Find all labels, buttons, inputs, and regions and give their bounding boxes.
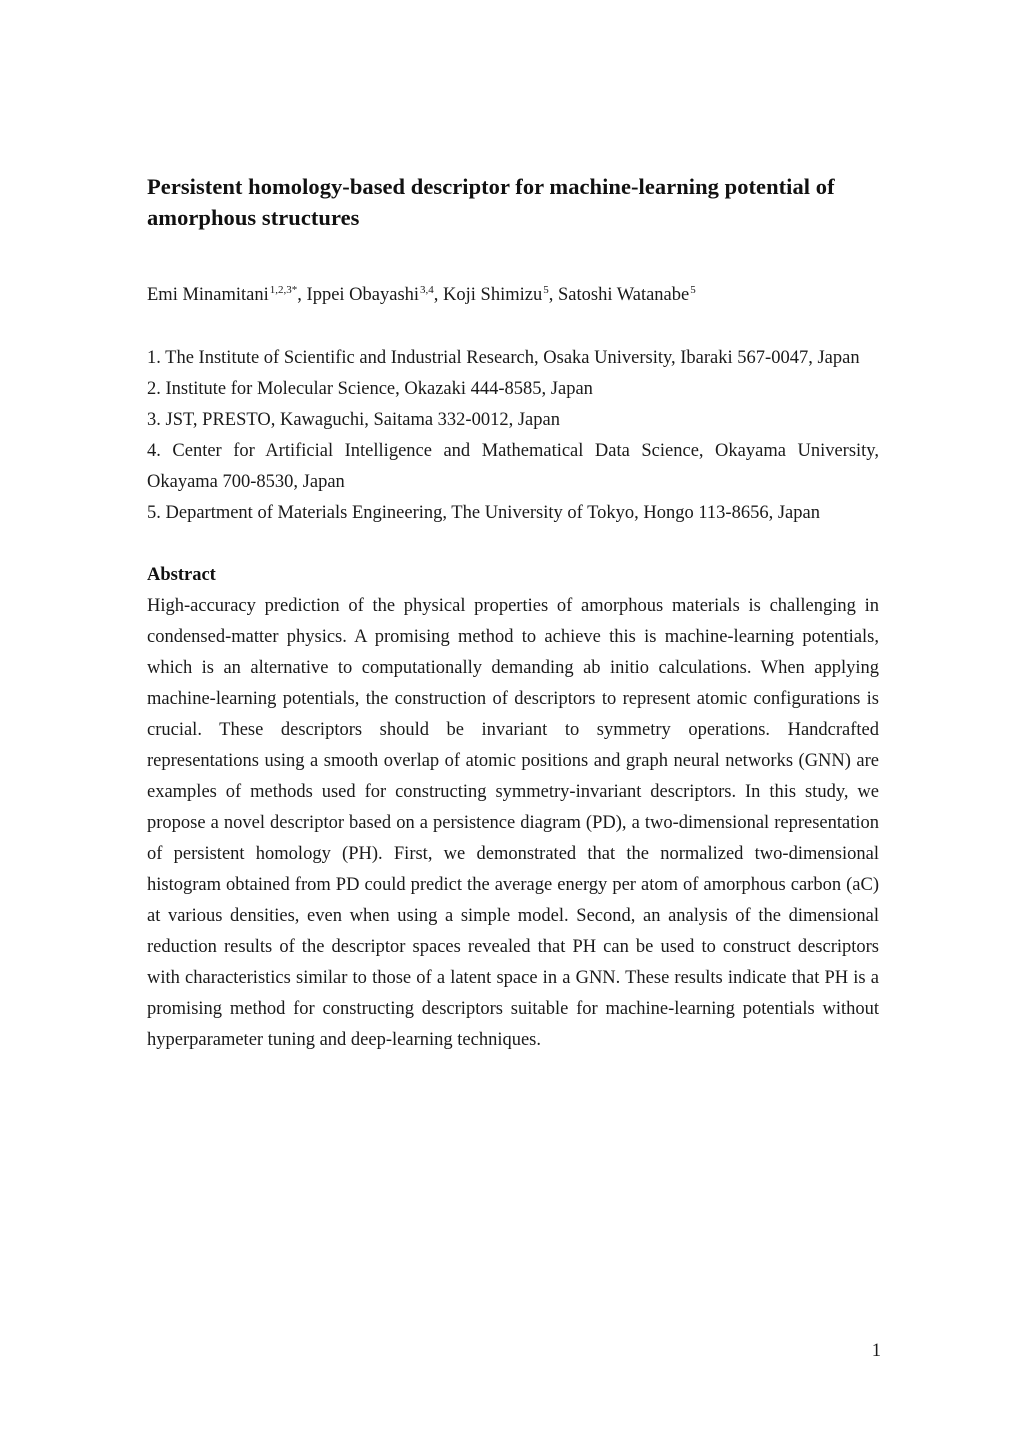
affiliation: 4. Center for Artificial Intelligence and Mathematical Data Science, Okayama University, Okayama 700-8530, Japan [147, 441, 879, 492]
author-affiliation-marker: 3,4 [420, 283, 434, 296]
author-name: Koji Shimizu [443, 285, 543, 305]
paper-content [147, 171, 879, 1056]
author [147, 285, 307, 305]
abstract-body: High-accuracy prediction of the physical properties of amorphous materials is challenging in condensed-matter physics. A promising method to achieve this is machine-learning potentials, which is an alternative to computationally demanding ab initio calculations. When applying machine-learning potentials, the construction of descriptors to represent atomic configurations is crucial. These descriptors should be invariant to symmetry operations. Handcrafted representations using a smooth overlap of atomic positions and graph neural networks (GNN) are examples of methods used for constructing symmetry-invariant descriptors. In this study, we propose a novel descriptor based on a persistence diagram (PD), a two-dimensional representation of persistent homology (PH). First, we demonstrated that the normalized two-dimensional histogram obtained from PD could predict the average energy per atom of amorphous carbon (aC) at various densities, even when using a simple model. Second, an analysis of the dimensional reduction results of the descriptor spaces revealed that PH can be used to construct descriptors with characteristics similar to those of a latent space in a GNN. These results indicate that PH is a promising method for constructing descriptors suitable for machine-learning potentials without hyperparameter tuning and deep-learning techniques. [147, 596, 879, 1050]
affiliation-list [147, 343, 879, 529]
author-name: Satoshi Watanabe [557, 285, 690, 305]
author-separator: , [297, 285, 307, 305]
author [443, 285, 558, 305]
author-affiliation-marker: 1,2,3* [269, 283, 298, 296]
author [307, 285, 444, 305]
author-separator: , [433, 285, 444, 305]
author-list [147, 280, 879, 311]
affiliation: 3. JST, PRESTO, Kawaguchi, Saitama 332-0012, Japan [147, 410, 560, 430]
author-separator: , [548, 285, 558, 305]
affiliation: 5. Department of Materials Engineering, The University of Tokyo, Hongo 113-8656, Japan [147, 503, 820, 523]
author-affiliation-marker: 5 [690, 283, 696, 296]
paper-title: Persistent homology-based descriptor for machine-learning potential of amorphous structures [147, 174, 835, 230]
author [558, 285, 696, 305]
author-affiliation-marker: 5 [543, 283, 549, 296]
author-name: Emi Minamitani [147, 285, 269, 305]
affiliation: 1. The Institute of Scientific and Industrial Research, Osaka University, Ibaraki 567-0047, Japan [147, 348, 860, 368]
abstract-heading: Abstract [147, 565, 216, 585]
page-number: 1 [871, 1341, 881, 1361]
author-name: Ippei Obayashi [306, 285, 420, 305]
affiliation: 2. Institute for Molecular Science, Okazaki 444-8585, Japan [147, 379, 593, 399]
